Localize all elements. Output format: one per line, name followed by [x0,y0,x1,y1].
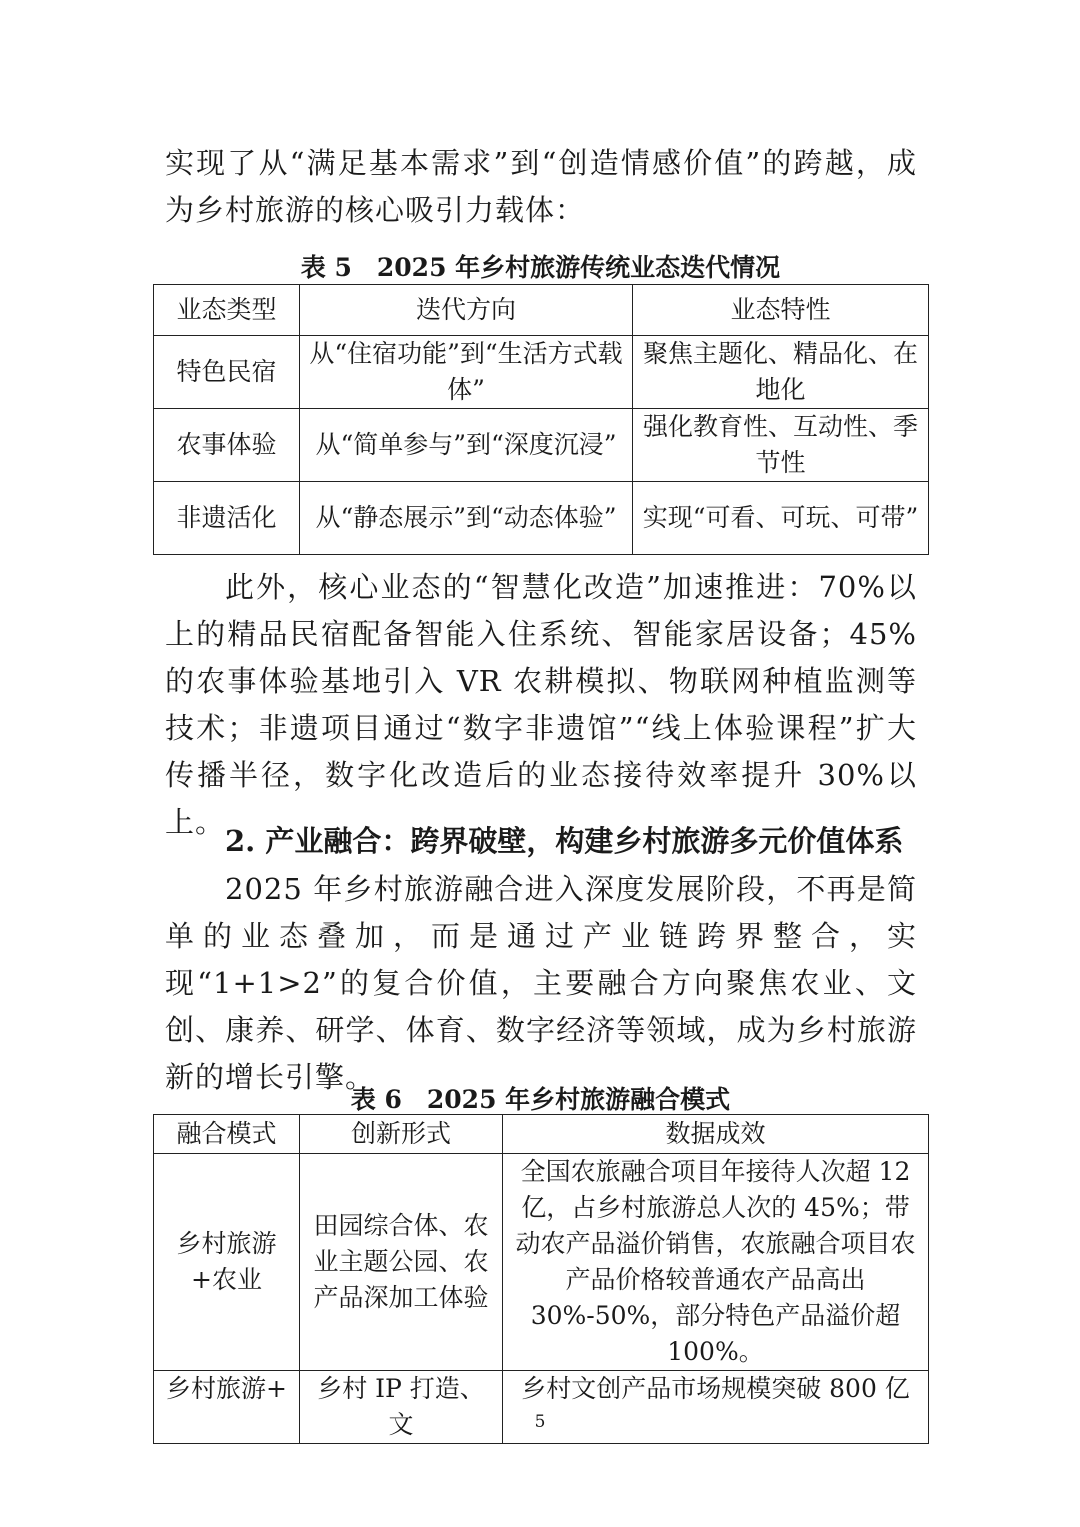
section-heading: 2. 产业融合：跨界破壁，构建乡村旅游多元价值体系 [225,824,904,858]
table-header-cell: 迭代方向 [300,285,633,336]
table6 [153,1114,929,1444]
table-cell: 非遗活化 [154,482,300,555]
page-number: 5 [534,1412,546,1432]
table5-caption: 表 5 2025 年乡村旅游传统业态迭代情况 [300,253,781,282]
paragraph-smart-upgrade: 此外，核心业态的“智慧化改造”加速推进：70%以上的精品民宿配备智能入住系统、智能家居设备；45%的农事体验基地引入 VR 农耕模拟、物联网种植监测等技术；非遗项目通过“数字非遗馆”“线上体验课程”扩大传播半径，数字化改造后的业态接待效率提升 30%以上。 [165,570,917,839]
table-header-cell: 数据成效 [503,1115,929,1154]
table6-caption: 表 6 2025 年乡村旅游融合模式 [350,1085,731,1114]
table-header-cell: 融合模式 [154,1115,300,1154]
table-cell: 田园综合体、农业主题公园、农产品深加工体验 [300,1154,503,1371]
table5 [153,284,929,555]
table-header-cell: 业态类型 [154,285,300,336]
paragraph-intro: 实现了从“满足基本需求”到“创造情感价值”的跨越，成为乡村旅游的核心吸引力载体： [165,146,917,227]
table-cell: 聚焦主题化、精品化、在地化 [633,336,929,409]
table-row [154,482,929,555]
table-row [154,1371,929,1444]
paragraph-integration: 2025 年乡村旅游融合进入深度发展阶段，不再是简单的业态叠加，而是通过产业链跨界整合，实现“1+1>2”的复合价值，主要融合方向聚焦农业、文创、康养、研学、体育、数字经济等领域，成为乡村旅游新的增长引擎。 [165,872,917,1094]
table-cell: 乡村文创产品市场规模突破 800 亿 [503,1371,929,1444]
table-header-cell: 业态特性 [633,285,929,336]
table-header-cell: 创新形式 [300,1115,503,1154]
table-cell: 实现“可看、可玩、可带” [633,482,929,555]
table-cell: 从“静态展示”到“动态体验” [300,482,633,555]
table-cell: 农事体验 [154,409,300,482]
table-cell: 强化教育性、互动性、季节性 [633,409,929,482]
table-cell: 乡村 IP 打造、文 [300,1371,503,1444]
table-cell: 从“住宿功能”到“生活方式载体” [300,336,633,409]
table-row [154,336,929,409]
table-cell: 全国农旅融合项目年接待人次超 12 亿，占乡村旅游总人次的 45%；带动农产品溢价销售，农旅融合项目农产品价格较普通农产品高出 30%-50%，部分特色产品溢价超 100%。 [503,1154,929,1371]
table-cell: 特色民宿 [154,336,300,409]
table-row [154,409,929,482]
table-cell: 从“简单参与”到“深度沉浸” [300,409,633,482]
table-cell: 乡村旅游+ [154,1371,300,1444]
table-cell: 乡村旅游+农业 [154,1154,300,1371]
table-header-row [154,285,929,336]
table-header-row [154,1115,929,1154]
table-row [154,1154,929,1371]
